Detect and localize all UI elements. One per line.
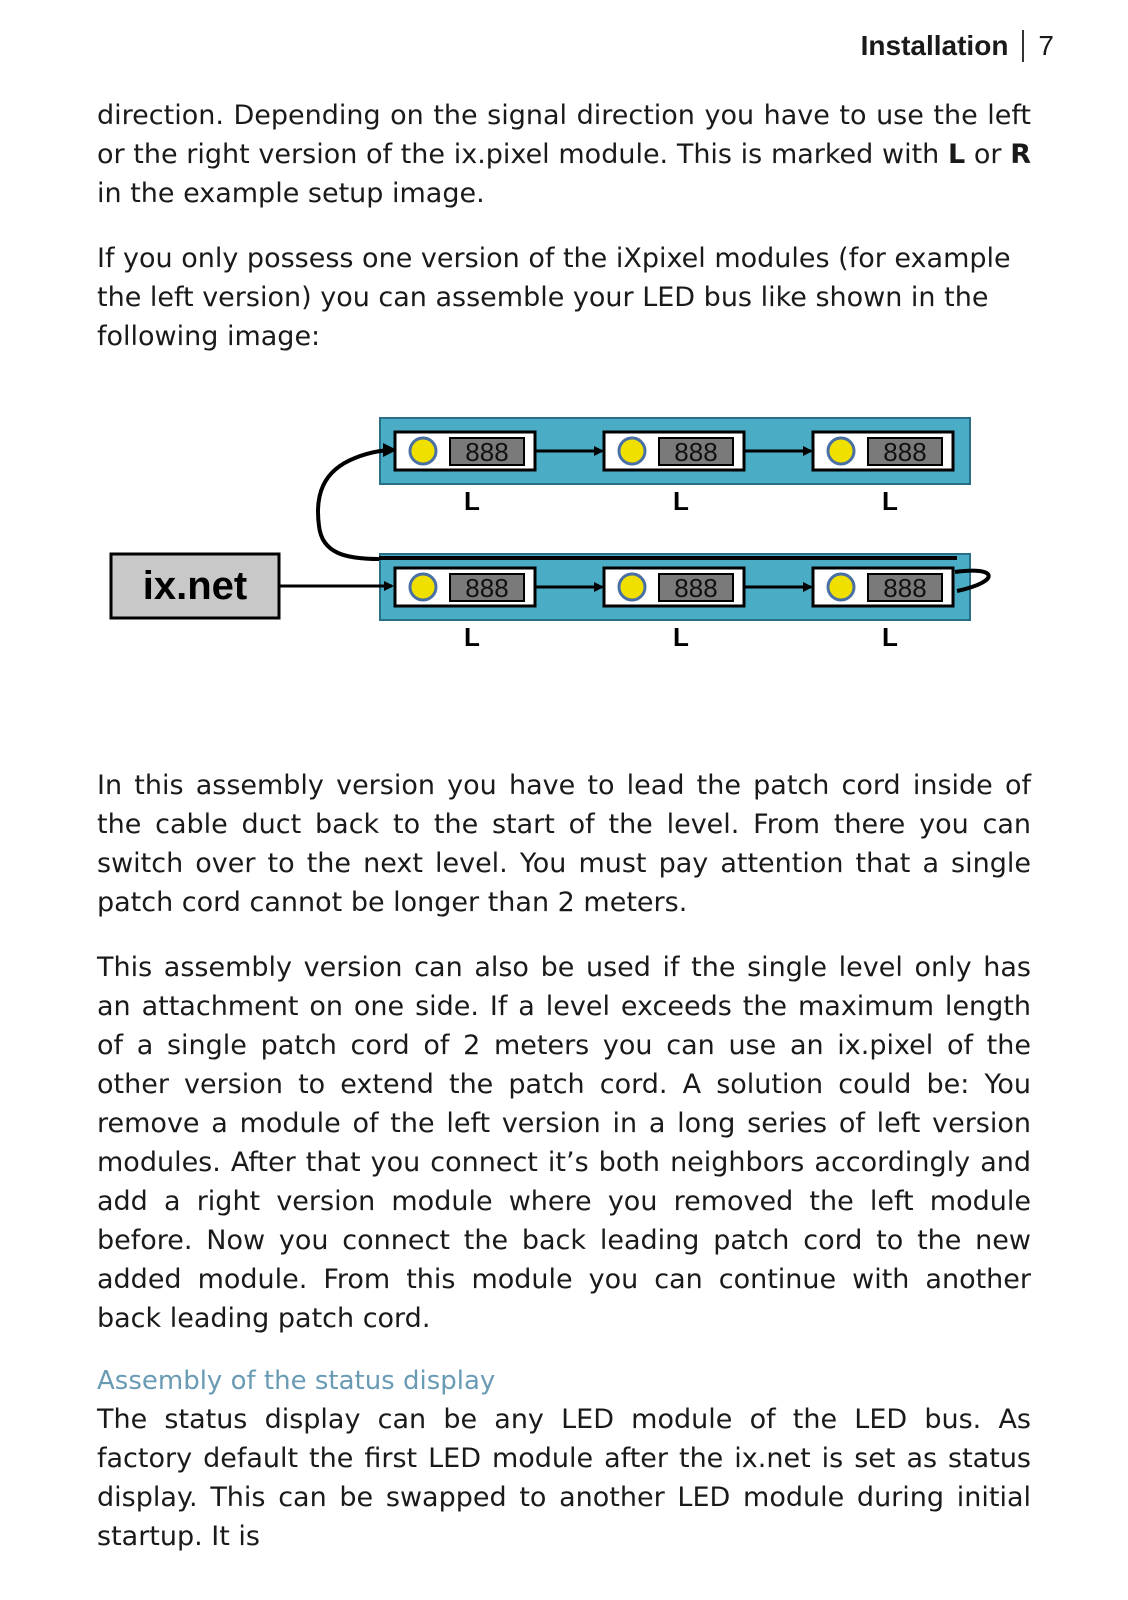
module-side-label: L [882, 486, 898, 516]
display-digits: 888 [465, 437, 509, 467]
paragraph-status-display: The status display can be any LED module of the LED bus. As factory default the first LED module after the ix.net is set as status display. This can be swapped to another LED module during initial startup. It is [97, 1404, 1031, 1552]
led-bus-diagram [97, 406, 1031, 706]
marker-l: L [947, 139, 966, 170]
display-digits: 888 [883, 437, 927, 467]
module-side-label: L [673, 486, 689, 516]
page-header [861, 30, 1054, 62]
module-side-label: L [464, 486, 480, 516]
header-divider [1022, 30, 1024, 62]
paragraph-assembly-version: In this assembly version you have to lead the patch cord inside of the cable duct back to the start of the level. From there you can switch over to the next level. You must pay attention that a single patch cord cannot be longer than 2 meters. [97, 770, 1031, 918]
para1-prefix: direction. Depending on the signal direction you have to use the left or the right version of the ix.pixel module. This is marked with [97, 100, 1031, 170]
display-digits: 888 [674, 573, 718, 603]
display-digits: 888 [674, 437, 718, 467]
led-icon [828, 438, 854, 464]
marker-r: R [1010, 139, 1031, 170]
led-icon [410, 438, 436, 464]
paragraph-direction [97, 96, 1031, 213]
module-side-label: L [673, 622, 689, 652]
led-icon [828, 574, 854, 600]
section-heading: Assembly of the status display [97, 1366, 496, 1396]
paragraph-one-side: This assembly version can also be used if the single level only has an attachment on one side. If a level exceeds the maximum length of a single patch cord of 2 meters you can use an ix.pixel of the other version to extend the patch cord. A solution could be: You remove a module of the left version in a long series of left version modules. After that you connect it’s both neighbors accordingly and add a right version module where you removed the left module before. Now you connect the back leading patch cord to the new added module. From this module you can continue with another back leading patch cord. [97, 952, 1031, 1334]
paragraph-one-version: If you only possess one version of the iXpixel modules (for example the left version) you can assemble your LED bus like shown in the following image: [97, 243, 1011, 352]
display-digits: 888 [883, 573, 927, 603]
led-icon [619, 438, 645, 464]
para1-suffix: in the example setup image. [97, 178, 485, 209]
display-digits: 888 [465, 573, 509, 603]
section-title: Installation [860, 30, 1009, 61]
led-icon [410, 574, 436, 600]
module-side-label: L [464, 622, 480, 652]
para1-middle: or [965, 139, 1011, 170]
page-body [97, 96, 1031, 1556]
diagram-svg [97, 406, 1031, 706]
led-icon [619, 574, 645, 600]
ixnet-label: ix.net [142, 564, 248, 608]
page-number: 7 [1038, 30, 1054, 61]
module-side-label: L [882, 622, 898, 652]
